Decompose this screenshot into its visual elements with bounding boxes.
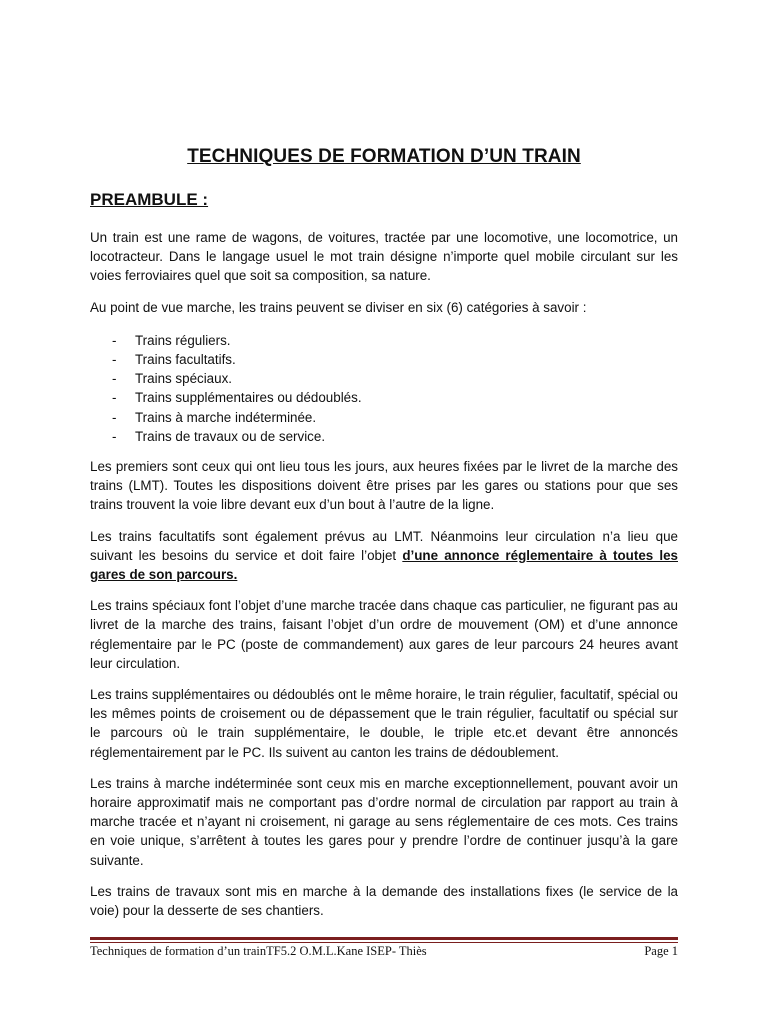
document-body	[90, 146, 678, 932]
paragraph-categories-intro: Au point de vue marche, les trains peuvent se diviser en six (6) catégories à savoir :	[90, 299, 587, 315]
page-footer	[90, 944, 678, 959]
list-item	[112, 350, 678, 369]
list-item-text: Trains à marche indéterminée.	[135, 409, 317, 425]
paragraph-text: Les trains facultatifs sont également prévus au LMT. Néanmoins leur circulation n’a lieu que suivant les besoins du service et doit faire l’objet	[90, 528, 678, 563]
list-item-text: Trains réguliers.	[135, 332, 231, 348]
list-marker: -	[112, 409, 117, 425]
list-marker: -	[112, 428, 117, 444]
paragraph-trains-travaux: Les trains de travaux sont mis en marche à la demande des installations fixes (le service de la voie) pour la desserte de ses chantiers.	[90, 883, 678, 919]
list-marker: -	[112, 371, 117, 387]
paragraph-intro: Un train est une rame de wagons, de voitures, tractée par une locomotive, une locomotrice, un locotracteur. Dans le langage usuel le mot train désigne n’importe quel mobile circulant sur les voies ferroviaires quel que soit sa composition, sa nature.	[90, 230, 678, 284]
list-item	[112, 331, 678, 350]
list-item	[112, 369, 678, 388]
categories-list	[90, 331, 678, 446]
footer-rule-thin	[90, 942, 678, 943]
list-item	[112, 427, 678, 446]
list-item-text: Trains supplémentaires ou dédoublés.	[135, 390, 362, 406]
list-marker: -	[112, 390, 117, 406]
paragraph-trains-facultatifs	[90, 527, 678, 585]
list-item-text: Trains facultatifs.	[135, 352, 236, 368]
list-item	[112, 408, 678, 427]
paragraph-trains-supplementaires: Les trains supplémentaires ou dédoublés ont le même horaire, le train régulier, facultatif, spécial ou les mêmes points de croisement ou de dépassement que le train régulier, facultatif ou spécial sur le parcours où le train supplémentaire, le double, le triple etc.et devant être annoncés réglementairement par le PC. Ils suivent au canton les trains de dédoublement.	[90, 687, 678, 760]
document-title: TECHNIQUES DE FORMATION D’UN TRAIN	[187, 146, 581, 167]
emphasized-text: d’une annonce réglementaire à toutes les gares de son parcours.	[90, 547, 678, 583]
list-marker: -	[112, 332, 117, 348]
section-heading-preambule: PREAMBULE :	[90, 190, 209, 209]
footer-rule-thick	[90, 937, 678, 940]
page-number: Page 1	[644, 944, 678, 958]
paragraph-trains-speciaux: Les trains spéciaux font l’objet d’une marche tracée dans chaque cas particulier, ne figurant pas au livret de la marche des trains, faisant l’objet d’un ordre de mouvement (OM) et d’une annonce réglementaire par le PC (poste de commandement) aux gares de leur parcours 24 heures avant leur circulation.	[90, 598, 678, 671]
list-item-text: Trains de travaux ou de service.	[135, 428, 326, 444]
paragraph-trains-indetermines: Les trains à marche indéterminée sont ceux mis en marche exceptionnellement, pouvant avoir un horaire approximatif mais ne comportant pas d’ordre normal de circulation par rapport au train à marche tracée et n’ayant ni croisement, ni garage au sens réglementaire de ces mots. Ces trains en voie unique, s’arrêtent à toutes les gares pour y prendre l’ordre de continuer jusqu’à la gare suivante.	[90, 775, 678, 868]
footer-text: Techniques de formation d’un trainTF5.2 O.M.L.Kane ISEP- Thiès	[90, 944, 427, 958]
paragraph-trains-reguliers: Les premiers sont ceux qui ont lieu tous les jours, aux heures fixées par le livret de la marche des trains (LMT). Toutes les dispositions doivent être prises par les gares ou stations pour que ses trains trouvent la voie libre devant eux d’un bout à l’autre de la ligne.	[90, 459, 678, 513]
list-item-text: Trains spéciaux.	[135, 371, 232, 387]
list-item	[112, 388, 678, 407]
list-marker: -	[112, 352, 117, 368]
